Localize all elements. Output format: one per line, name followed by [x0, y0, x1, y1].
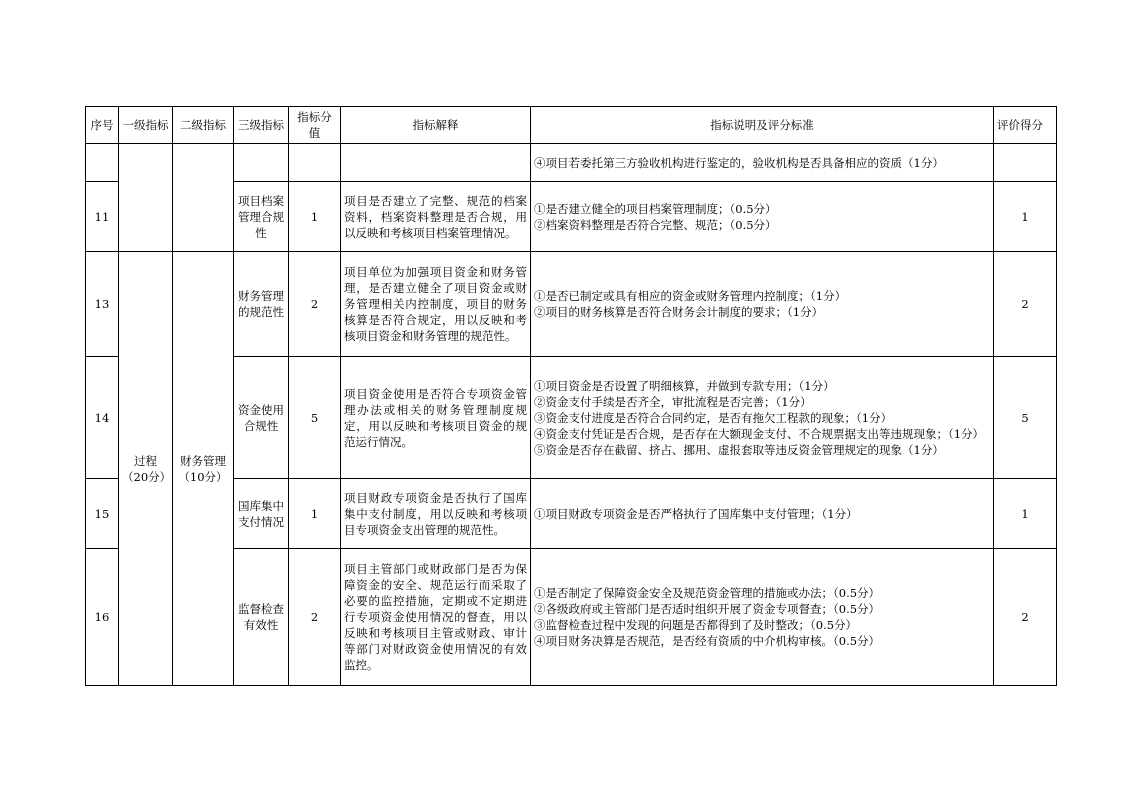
row-weight	[289, 144, 341, 182]
header-weight: 指标分值	[289, 107, 341, 144]
criteria-line: ⑤资金是否存在截留、挤占、挪用、虚报套取等违反资金管理规定的现象（1分）	[534, 442, 944, 457]
level1-empty-cell	[119, 144, 173, 252]
header-level3: 三级指标	[234, 107, 289, 144]
header-level2: 二级指标	[173, 107, 234, 144]
row-explain: 项目主管部门或财政部门是否为保障资金的安全、规范运行而采取了必要的监控措施，定期或不定期进行专项资金使用情况的督查，用以反映和考核项目主管或财政、审计等部门对财政资金使用情况的有效监控。	[341, 549, 531, 686]
row-level3: 国库集中支付情况	[234, 479, 289, 549]
row-criteria	[531, 252, 994, 357]
level2-name: 财务管理	[180, 453, 226, 468]
row-weight: 2	[289, 549, 341, 686]
header-row	[86, 107, 1057, 144]
header-explain: 指标解释	[341, 107, 531, 144]
criteria-line: ②项目的财务核算是否符合财务会计制度的要求；（1分）	[534, 305, 824, 319]
criteria-line: ②资金支付手续是否齐全，审批流程是否完善；（1分）	[534, 394, 812, 409]
criteria-line: ①是否已制定或具有相应的资金或财务管理内控制度；（1分）	[534, 289, 847, 303]
header-score: 评价得分	[994, 107, 1057, 144]
level2-cell	[173, 252, 234, 686]
row-weight: 1	[289, 182, 341, 252]
row-criteria	[531, 357, 994, 479]
criteria-line: ①是否制定了保障资金安全及规范资金管理的措施或办法；（0.5分）	[534, 586, 881, 600]
row-seq: 15	[86, 479, 119, 549]
row-score: 1	[994, 479, 1057, 549]
criteria-line: ③监督检查过程中发现的问题是否都得到了及时整改；（0.5分）	[534, 618, 858, 632]
row-level3: 项目档案管理合规性	[234, 182, 289, 252]
criteria-line: ①项目资金是否设置了明细核算，并做到专款专用；（1分）	[534, 378, 835, 393]
header-seq: 序号	[86, 107, 119, 144]
row-score: 2	[994, 549, 1057, 686]
criteria-line: ①项目财政专项资金是否严格执行了国库集中支付管理；（1分）	[534, 506, 858, 521]
table-row	[86, 144, 1057, 182]
criteria-line: ④资金支付凭证是否合规，是否存在大额现金支付、不合规票据支出等违规现象；（1分）	[534, 426, 985, 441]
row-weight: 2	[289, 252, 341, 357]
row-level3	[234, 144, 289, 182]
row-explain: 项目是否建立了完整、规范的档案资料，档案资料整理是否合规，用以反映和考核项目档案管理情况。	[341, 182, 531, 252]
row-seq: 16	[86, 549, 119, 686]
row-score	[994, 144, 1057, 182]
row-seq: 13	[86, 252, 119, 357]
header-criteria: 指标说明及评分标准	[531, 107, 994, 144]
row-level3: 监督检查有效性	[234, 549, 289, 686]
row-weight: 5	[289, 357, 341, 479]
row-explain: 项目资金使用是否符合专项资金管理办法或相关的财务管理制度规定，用以反映和考核项目资金的规范运行情况。	[341, 357, 531, 479]
criteria-line: ②档案资料整理是否符合完整、规范；（0.5分）	[534, 217, 777, 232]
criteria-line: ①是否建立健全的项目档案管理制度；（0.5分）	[534, 201, 777, 216]
row-seq	[86, 144, 119, 182]
row-criteria	[531, 182, 994, 252]
row-level3: 财务管理的规范性	[234, 252, 289, 357]
criteria-line: ④项目财务决算是否规范，是否经有资质的中介机构审核。（0.5分）	[534, 634, 881, 648]
level2-points: （10分）	[178, 469, 228, 484]
criteria-line: ②各级政府或主管部门是否适时组织开展了资金专项督查；（0.5分）	[534, 602, 881, 616]
table-row	[86, 252, 1057, 357]
header-level1: 一级指标	[119, 107, 173, 144]
level1-points: （20分）	[122, 469, 172, 484]
row-criteria	[531, 479, 994, 549]
row-level3: 资金使用合规性	[234, 357, 289, 479]
level1-cell	[119, 252, 173, 686]
row-score: 5	[994, 357, 1057, 479]
row-seq: 11	[86, 182, 119, 252]
row-score: 2	[994, 252, 1057, 357]
row-explain: 项目财政专项资金是否执行了国库集中支付制度，用以反映和考核项目专项资金支出管理的规范性。	[341, 479, 531, 549]
criteria-line: ③资金支付进度是否符合合同约定，是否有拖欠工程款的现象；（1分）	[534, 410, 893, 425]
row-criteria	[531, 144, 994, 182]
row-seq: 14	[86, 357, 119, 479]
row-score: 1	[994, 182, 1057, 252]
row-weight: 1	[289, 479, 341, 549]
row-explain: 项目单位为加强项目资金和财务管理，是否建立健全了项目资金或财务管理相关内控制度，项目的财务核算是否符合规定，用以反映和考核项目资金和财务管理的规范性。	[341, 252, 531, 357]
level1-name: 过程	[134, 453, 157, 468]
evaluation-table	[85, 106, 1057, 686]
row-criteria	[531, 549, 994, 686]
row-explain	[341, 144, 531, 182]
level2-empty-cell	[173, 144, 234, 252]
criteria-line: ④项目若委托第三方验收机构进行鉴定的，验收机构是否具备相应的资质（1分）	[534, 155, 944, 170]
